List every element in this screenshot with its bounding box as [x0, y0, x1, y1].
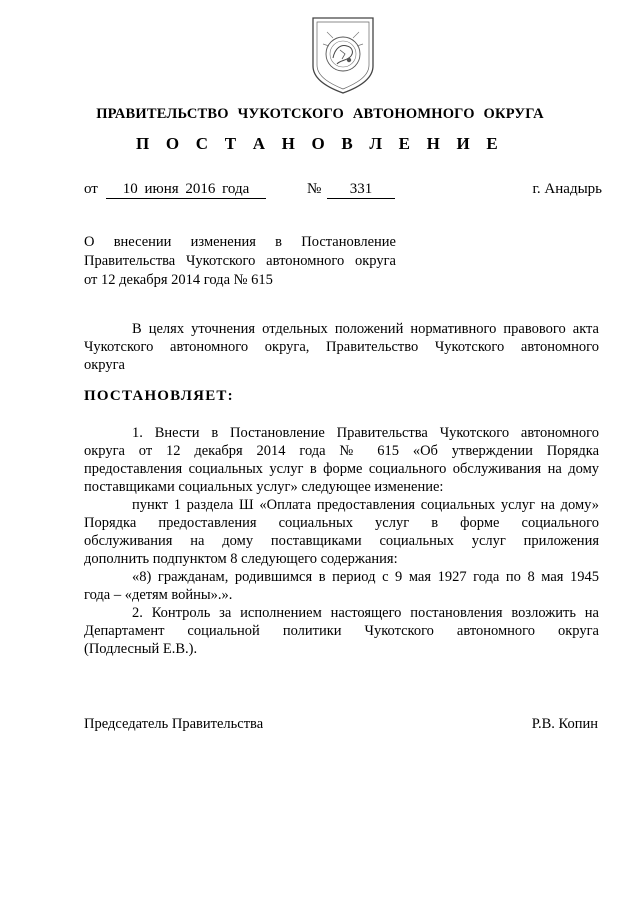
item-line: 2. Контроль за исполнением настоящего постановления возложить на	[132, 605, 599, 621]
document-number: 331	[349, 181, 373, 197]
decree-body	[84, 424, 599, 658]
item-line: Порядка предоставления социальных услуг в форме социального	[84, 515, 599, 531]
item-line: «8) гражданам, родившимся в период с 9 мая 1927 года по 8 мая 1945	[132, 569, 599, 585]
item-line: (Подлесный Е.В.).	[84, 641, 198, 657]
item-line: 1. Внести в Постановление Правительства Чукотского автономного	[132, 425, 599, 441]
preamble-line: округа	[84, 357, 125, 373]
preamble	[84, 320, 599, 374]
item-line: пункт 1 раздела Ш «Оплата предоставления социальных услуг на дому»	[132, 497, 599, 513]
date-prefix: от	[84, 181, 98, 197]
subject-line: Правительства Чукотского автономного округа	[84, 253, 396, 269]
item-line: дополнить подпунктом 8 следующего содержания:	[84, 551, 398, 567]
item-line: поставщиками социальных услуг» следующее изменение:	[84, 479, 444, 495]
document-meta	[84, 181, 602, 201]
document-subject	[84, 233, 396, 290]
signatory-name: Р.В. Копин	[531, 716, 598, 732]
document-date: 10 июня 2016 года	[122, 181, 250, 197]
coat-of-arms-emblem	[307, 14, 379, 96]
item-line: Департамент социальной политики Чукотского автономного округа	[84, 623, 599, 639]
government-name: ПРАВИТЕЛЬСТВО ЧУКОТСКОГО АВТОНОМНОГО ОКРУГА	[96, 106, 544, 122]
item-line: обслуживания на дому поставщиками социальных услуг приложения	[84, 533, 599, 549]
decree-word: ПОСТАНОВЛЯЕТ:	[84, 388, 234, 404]
item-line: округа от 12 декабря 2014 года № 615 «Об утверждении Порядка	[84, 443, 599, 459]
preamble-line: Чукотского автономного округа, Правительство Чукотского автономного	[84, 339, 599, 355]
document-type: П О С Т А Н О В Л Е Н И Е	[136, 134, 504, 153]
subject-line: О внесении изменения в Постановление	[84, 234, 396, 250]
signatory-position: Председатель Правительства	[84, 716, 264, 732]
item-line: года – «детям войны».».	[84, 587, 233, 603]
document-place: г. Анадырь	[532, 181, 602, 197]
item-line: предоставления социальных услуг в форме социального обслуживания на дому	[84, 461, 599, 477]
number-sign: №	[307, 181, 322, 197]
preamble-line: В целях уточнения отдельных положений нормативного правового акта	[132, 321, 599, 337]
subject-line: от 12 декабря 2014 года № 615	[84, 272, 273, 288]
